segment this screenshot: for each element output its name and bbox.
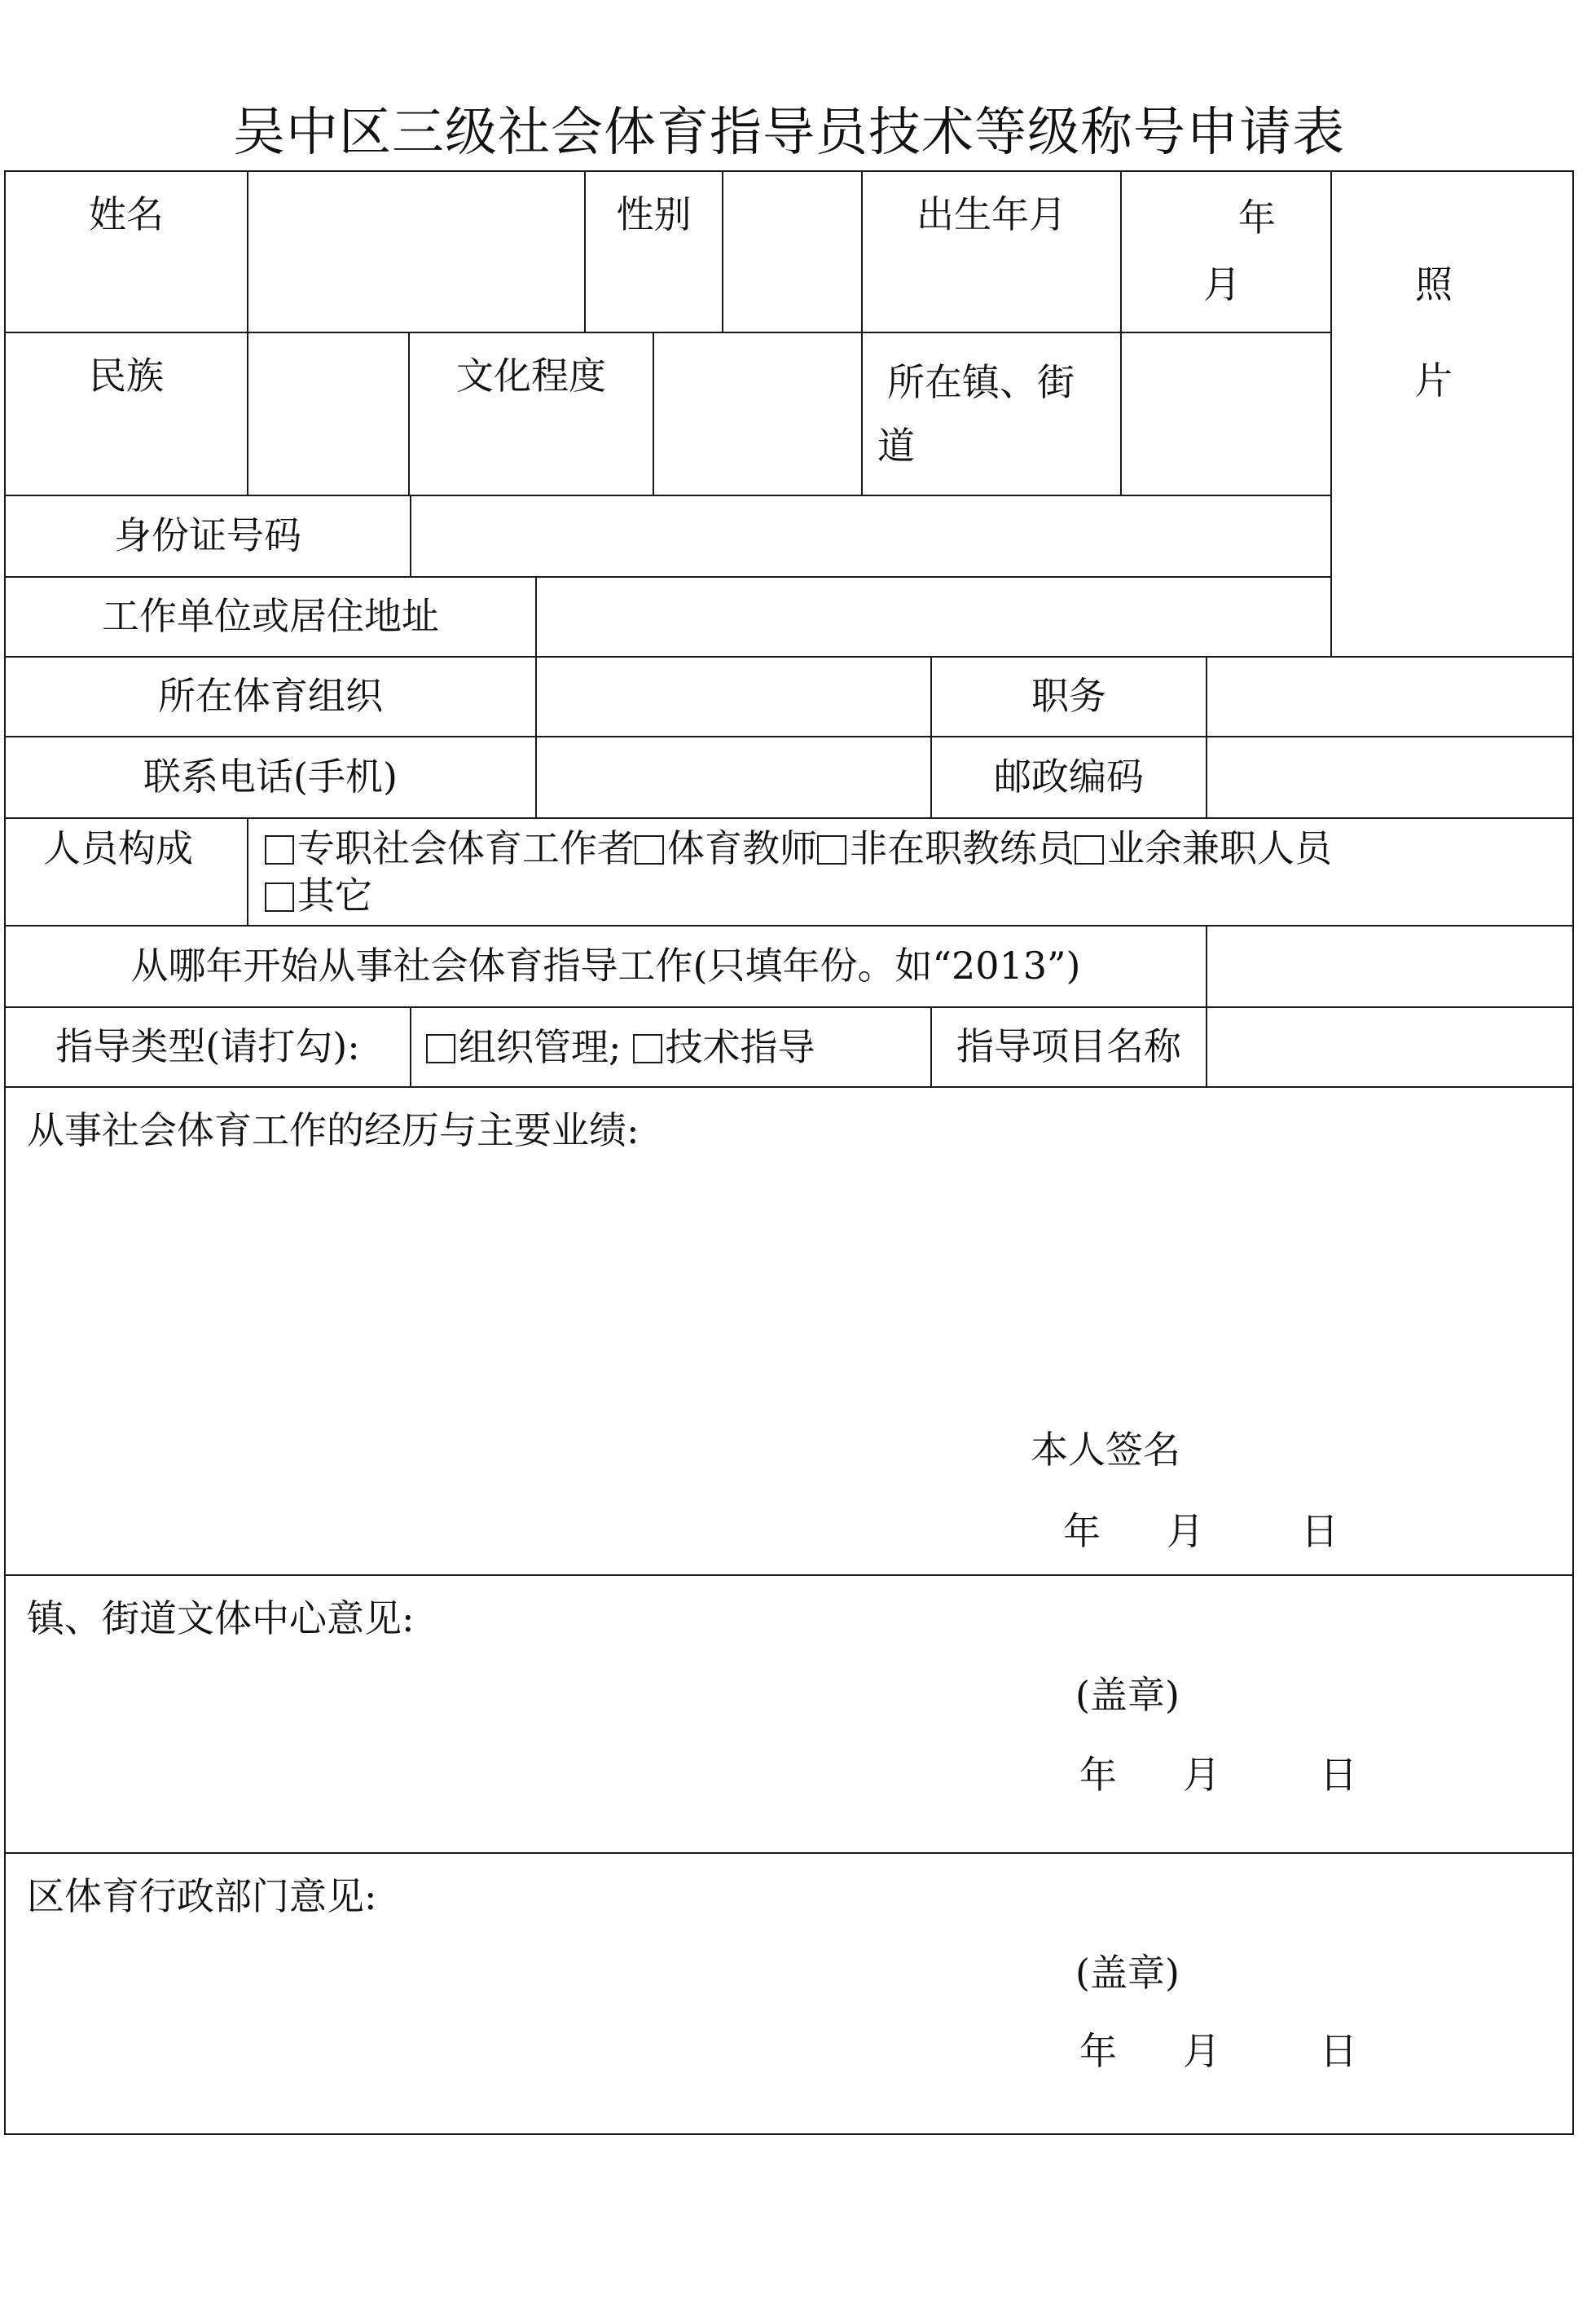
name-label-cell <box>4 170 248 333</box>
town-label-cell <box>861 332 1122 496</box>
ethnicity-label-cell <box>4 332 248 496</box>
id-number-field[interactable] <box>410 495 1332 578</box>
guidance-type-label-cell <box>4 1006 411 1088</box>
district-day-label: 日 <box>1320 2029 1357 2073</box>
project-field[interactable] <box>1206 1006 1574 1088</box>
option-pe-teacher: 体育教师 <box>667 826 817 870</box>
option-coach: 非在职教练员 <box>850 826 1075 870</box>
name-label: 姓名 <box>89 192 164 236</box>
position-label: 职务 <box>1031 674 1106 719</box>
district-month-label: 月 <box>1183 2029 1220 2073</box>
start-year-label-cell <box>4 925 1207 1008</box>
postcode-label: 邮政编码 <box>994 755 1144 799</box>
composition-label: 人员构成 <box>43 826 193 870</box>
gender-label: 性别 <box>616 192 692 236</box>
checkbox-coach[interactable] <box>817 835 846 865</box>
form-title: 吴中区三级社会体育指导员技术等级称号申请表 <box>233 103 1345 163</box>
experience-section[interactable] <box>4 1086 1574 1576</box>
town-field[interactable] <box>1120 332 1332 496</box>
org-field[interactable] <box>535 656 932 737</box>
town-label-line1: 所在镇、街 <box>887 360 1075 404</box>
gender-label-cell <box>584 170 723 333</box>
district-opinion-section[interactable] <box>4 1852 1574 2135</box>
option-technical: 技术指导 <box>665 1025 815 1069</box>
checkbox-pe-teacher[interactable] <box>635 835 664 865</box>
composition-options-cell <box>247 817 1574 927</box>
signature-label: 本人签名 <box>1031 1428 1180 1472</box>
option-fulltime: 专职社会体育工作者 <box>297 826 635 870</box>
guidance-type-label: 指导类型(请打勾): <box>55 1024 360 1069</box>
phone-label: 联系电话(手机) <box>143 755 398 799</box>
phone-field[interactable] <box>535 736 932 819</box>
birth-label-cell <box>861 170 1122 333</box>
org-label-cell <box>4 656 537 737</box>
district-opinion-label: 区体育行政部门意见: <box>27 1874 377 1918</box>
checkbox-management[interactable] <box>426 1034 455 1063</box>
birth-label: 出生年月 <box>916 192 1066 236</box>
org-label: 所在体育组织 <box>158 674 383 719</box>
checkbox-parttime[interactable] <box>1075 835 1104 865</box>
education-label-cell <box>408 332 654 496</box>
composition-options-line2 <box>265 873 372 920</box>
birth-year-label: 年 <box>1238 196 1276 240</box>
position-label-cell <box>930 656 1207 737</box>
town-day-label: 日 <box>1320 1753 1357 1797</box>
start-year-label: 从哪年开始从事社会体育指导工作(只填年份。如“2013”) <box>130 944 1081 988</box>
town-opinion-label: 镇、街道文体中心意见: <box>27 1596 415 1640</box>
ethnicity-label: 民族 <box>89 354 164 398</box>
workplace-label-cell <box>4 576 537 658</box>
birth-month-label: 月 <box>1203 262 1241 306</box>
experience-day-label: 日 <box>1301 1509 1338 1553</box>
postcode-field[interactable] <box>1206 736 1574 819</box>
workplace-label: 工作单位或居住地址 <box>102 594 439 639</box>
guidance-type-options <box>426 1024 815 1072</box>
experience-label: 从事社会体育工作的经历与主要业绩: <box>27 1108 640 1152</box>
town-opinion-section[interactable] <box>4 1574 1574 1854</box>
town-seal-label: (盖章) <box>1075 1673 1180 1717</box>
photo-char-2: 片 <box>1415 359 1453 403</box>
experience-year-label: 年 <box>1063 1509 1101 1553</box>
photo-box[interactable] <box>1330 170 1574 658</box>
town-month-label: 月 <box>1183 1753 1220 1797</box>
district-seal-label: (盖章) <box>1075 1951 1180 1995</box>
guidance-type-options-cell <box>410 1006 932 1088</box>
composition-options-line1 <box>265 825 1332 873</box>
town-label-line2: 道 <box>877 424 915 468</box>
checkbox-fulltime[interactable] <box>265 835 294 865</box>
start-year-field[interactable] <box>1206 925 1574 1008</box>
postcode-label-cell <box>930 736 1207 819</box>
project-label: 指导项目名称 <box>956 1024 1181 1069</box>
checkbox-other[interactable] <box>265 883 294 912</box>
option-parttime: 业余兼职人员 <box>1107 826 1332 870</box>
workplace-field[interactable] <box>535 576 1332 658</box>
district-year-label: 年 <box>1079 2029 1117 2073</box>
birth-field[interactable] <box>1120 170 1332 333</box>
town-year-label: 年 <box>1079 1753 1117 1797</box>
id-label: 身份证号码 <box>114 513 301 558</box>
education-field[interactable] <box>653 332 863 496</box>
name-field[interactable] <box>247 170 586 333</box>
ethnicity-field[interactable] <box>247 332 410 496</box>
id-label-cell <box>4 495 411 578</box>
composition-label-cell <box>4 817 248 927</box>
gender-field[interactable] <box>722 170 863 333</box>
checkbox-technical[interactable] <box>633 1034 662 1063</box>
experience-month-label: 月 <box>1167 1509 1204 1553</box>
option-other: 其它 <box>297 874 372 918</box>
project-label-cell <box>930 1006 1207 1088</box>
phone-label-cell <box>4 736 537 819</box>
option-management: 组织管理; <box>459 1025 622 1069</box>
education-label: 文化程度 <box>456 354 606 398</box>
position-field[interactable] <box>1206 656 1574 737</box>
photo-char-1: 照 <box>1415 262 1453 306</box>
